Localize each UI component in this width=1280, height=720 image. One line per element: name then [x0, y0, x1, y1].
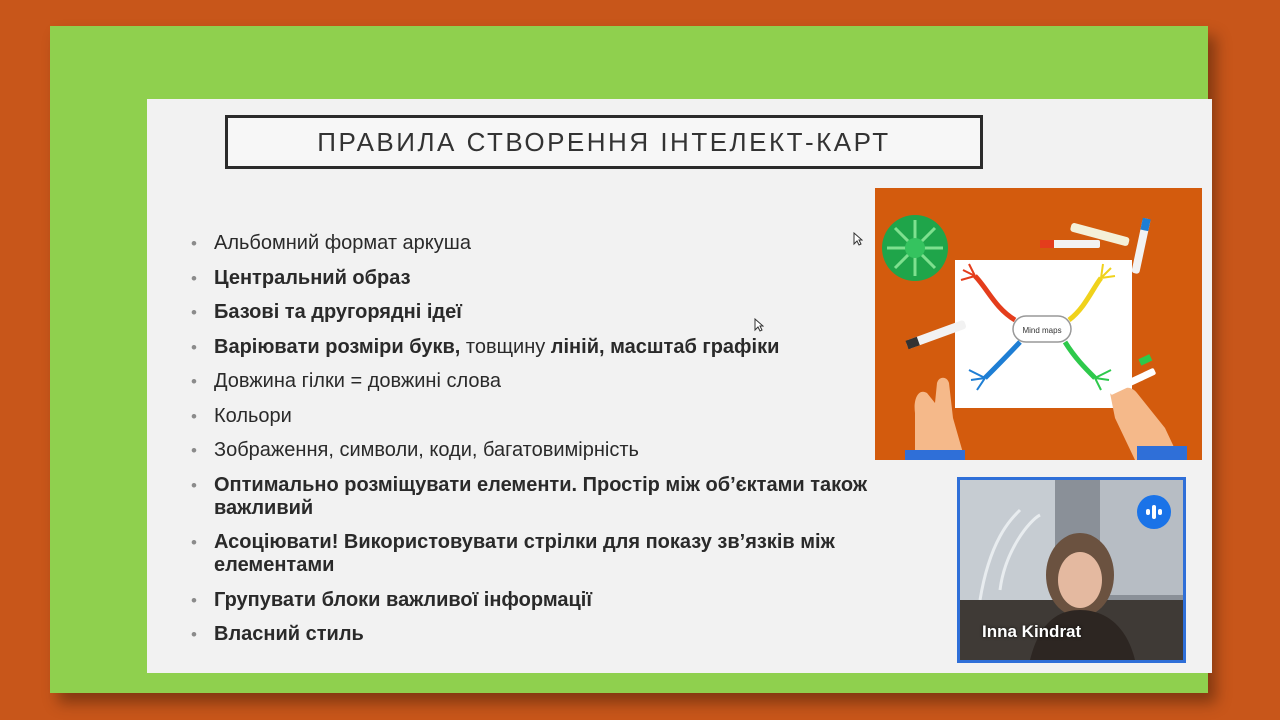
video-tile[interactable]	[957, 477, 1186, 663]
bullet-text: Центральний образ	[214, 266, 411, 289]
bullet-dot: •	[191, 337, 197, 357]
bullet-item	[189, 405, 949, 428]
bullet-dot: •	[191, 303, 197, 322]
bullet-dot: •	[191, 441, 197, 460]
bullet-text: Зображення, символи, коди, багатовимірність	[214, 439, 639, 461]
bullet-text: Асоціювати! Використовувати стрілки для показу зв’язків між елементами	[214, 531, 835, 576]
slide-title: ПРАВИЛА СТВОРЕННЯ ІНТЕЛЕКТ-КАРТ	[317, 126, 891, 157]
mind-map-illustration	[875, 188, 1202, 460]
slide-title-box	[225, 115, 983, 169]
bullet-dot: •	[191, 406, 197, 426]
bullet-text: Власний стиль	[214, 623, 364, 645]
mouse-cursor-icon	[853, 232, 863, 246]
bullet-item	[189, 531, 949, 577]
bullet-text: Довжина гілки = довжині слова	[214, 370, 502, 392]
audio-level-icon	[1137, 495, 1171, 529]
bullet-dot: •	[191, 533, 197, 552]
bullet-text: ліній, масштаб графіки	[550, 335, 780, 358]
bullet-dot: •	[191, 475, 197, 495]
mind-map-center-label: Mind maps	[1022, 326, 1062, 335]
bullet-text: Оптимально розміщувати елементи. Простір між об’єктами також важливий	[214, 473, 868, 519]
bullet-item	[189, 623, 949, 646]
bullet-item	[189, 589, 949, 612]
slide	[147, 99, 1212, 673]
bullet-item	[189, 336, 949, 359]
bullet-dot: •	[191, 268, 197, 288]
flower-sticker-icon	[882, 215, 948, 281]
bullet-text: товщину	[460, 335, 551, 358]
bullet-item	[189, 232, 949, 255]
bullet-text: Варіювати розміри букв,	[214, 335, 461, 358]
bullet-text: Групувати блоки важливої інформації	[214, 588, 592, 611]
bullet-item	[189, 439, 949, 462]
bullet-list	[189, 232, 949, 658]
bullet-item	[189, 301, 949, 324]
bullet-dot: •	[191, 590, 197, 610]
bullet-item	[189, 474, 949, 520]
bullet-dot: •	[191, 234, 197, 253]
bullet-item	[189, 267, 949, 290]
mouse-cursor-icon	[754, 318, 764, 332]
bullet-dot: •	[191, 372, 197, 391]
bullet-text: Альбомний формат аркуша	[214, 232, 471, 254]
participant-name: Inna Kindrat	[982, 622, 1082, 641]
bullet-dot: •	[191, 625, 197, 644]
green-frame	[50, 26, 1208, 693]
bullet-text: Базові та другорядні ідеї	[214, 301, 462, 323]
bullet-text: Кольори	[214, 404, 292, 427]
bullet-item	[189, 370, 949, 393]
